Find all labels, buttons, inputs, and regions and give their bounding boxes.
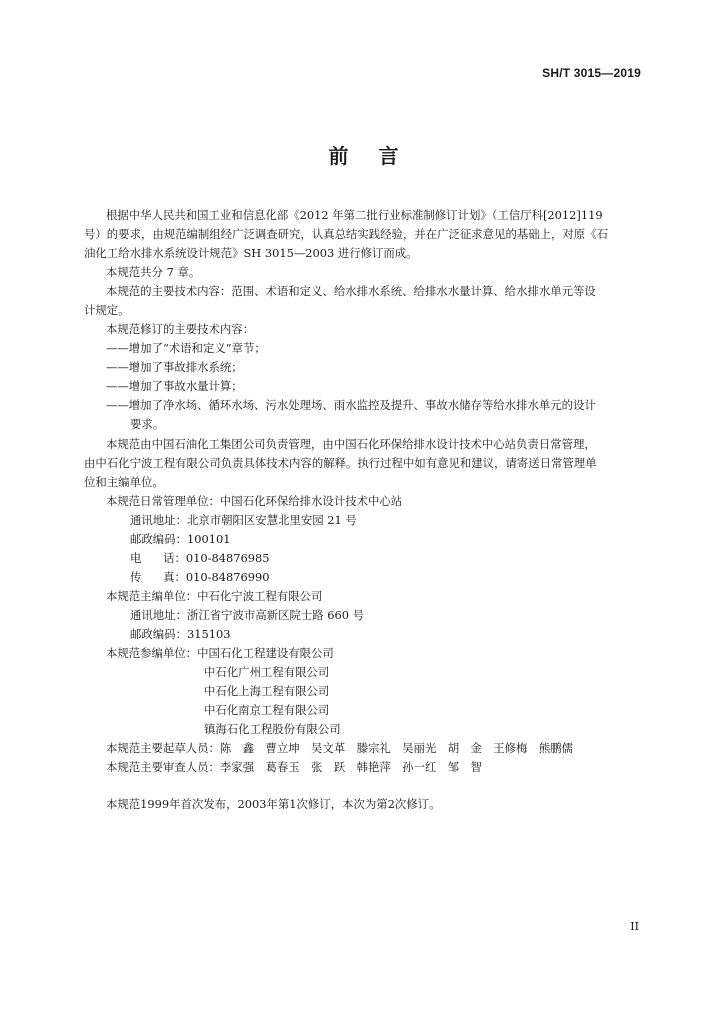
revisions-heading: 本规范修订的主要技术内容： <box>106 322 255 336</box>
page-title: 前言 <box>328 144 429 168</box>
intro-p1-line1: 根据中华人民共和国工业和信息化部《2012 年第二批行业标准制修订计划》（工信厅科[2012]119 <box>106 208 603 222</box>
intro-p3-line2: 计规定。 <box>84 303 130 317</box>
history-note: 本规范1999年首次发布，2003年第1次修订，本次为第2次修订。 <box>106 797 441 811</box>
intro-p3-line1: 本规范的主要技术内容：范围、术语和定义、给水排水系统、给排水水量计算、给水排水单元等设 <box>106 284 596 298</box>
intro-p1-line2: 号）的要求，由规范编制组经广泛调查研究，认真总结实践经验，并在广泛征求意见的基础上，对原《石 <box>84 227 608 241</box>
chief-unit-address: 通讯地址：浙江省宁波市高新区院士路 660 号 <box>130 608 365 622</box>
daily-unit-postcode: 邮政编码：100101 <box>130 532 231 546</box>
revision-item: ——增加了净水场、循环水场、污水处理场、雨水监控及提升、事故水储存等给水排水单元的设计 <box>106 398 596 412</box>
intro-p1-line3: 油化工给水排水系统设计规范》SH 3015—2003 进行修订而成。 <box>84 246 418 260</box>
management-line1: 本规范由中国石油化工集团公司负责管理，由中国石化环保给排水设计技术中心站负责日常管理， <box>106 437 596 451</box>
chief-unit-label: 本规范主编单位：中石化宁波工程有限公司 <box>106 589 323 603</box>
daily-unit-fax: 传 真：010-84876990 <box>130 570 270 584</box>
intro-p2: 本规范共分 7 章。 <box>106 265 201 279</box>
participating-unit: 中石化广州工程有限公司 <box>204 665 330 679</box>
revision-item-continuation: 要求。 <box>130 417 165 431</box>
page-number: II <box>630 920 639 933</box>
drafters-list: 本规范主要起草人员：陈 鑫 曹立坤 吴文革 滕宗礼 吴丽光 胡 金 王修梅 熊鹏儒 <box>106 741 574 755</box>
participating-unit: 镇海石化工程股份有限公司 <box>204 722 341 736</box>
management-line2: 由中石化宁波工程有限公司负责具体技术内容的解释。执行过程中如有意见和建议，请寄送日常管理单 <box>84 456 597 470</box>
daily-unit-address: 通讯地址：北京市朝阳区安慧北里安园 21 号 <box>130 513 357 527</box>
chief-unit-postcode: 邮政编码：315103 <box>130 627 231 641</box>
standard-code: SH/T 3015—2019 <box>542 66 641 80</box>
revision-item: ——增加了“术语和定义”章节； <box>106 341 266 355</box>
management-line3: 位和主编单位。 <box>84 475 164 489</box>
revision-item: ——增加了事故水量计算； <box>106 379 243 393</box>
reviewers-list: 本规范主要审查人员：李家强 葛春玉 张 跃 韩艳萍 孙一红 邹 智 <box>106 760 482 774</box>
participating-unit: 中石化上海工程有限公司 <box>204 684 330 698</box>
daily-unit-phone: 电 话：010-84876985 <box>130 551 270 565</box>
daily-unit-label: 本规范日常管理单位：中国石化环保给排水设计技术中心站 <box>106 494 403 508</box>
participating-unit: 中石化南京工程有限公司 <box>204 703 330 717</box>
revision-item: ——增加了事故排水系统； <box>106 360 243 374</box>
participating-label: 本规范参编单位：中国石化工程建设有限公司 <box>106 646 334 660</box>
